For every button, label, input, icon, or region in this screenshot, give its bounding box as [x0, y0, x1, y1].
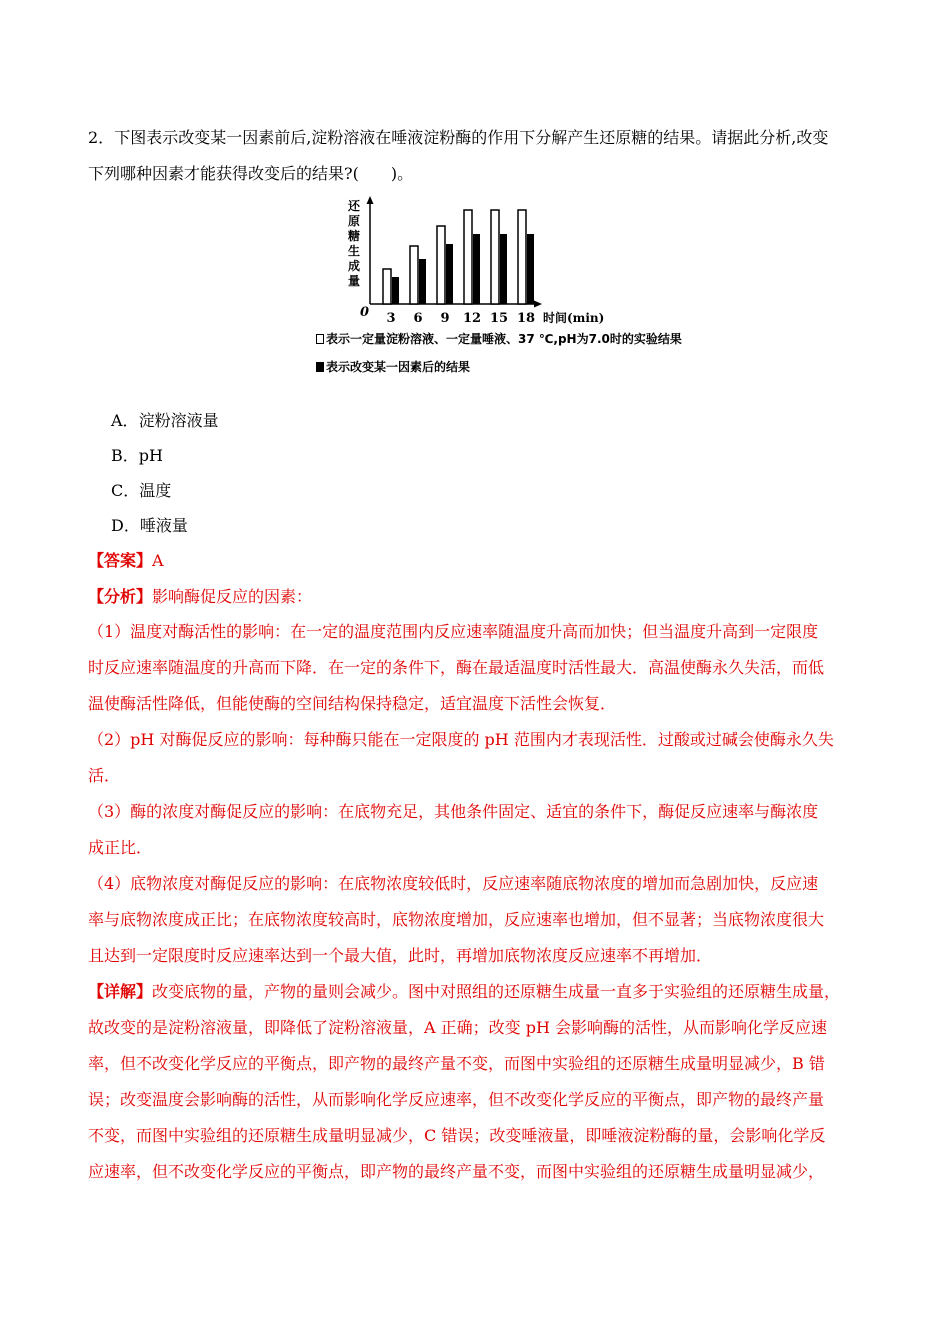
analysis-line: 成正比．	[88, 838, 153, 857]
analysis-line: （1）温度对酶活性的影响：在一定的温度范围内反应速率随温度升高而加快；但当温度升高到一定限度	[88, 622, 819, 641]
bar-hollow	[410, 246, 418, 304]
analysis-line: 活．	[88, 766, 121, 785]
detail-line: 故改变的是淀粉溶液量，即降低了淀粉溶液量，A 正确；改变 pH 会影响酶的活性，从而影响化学反应速	[88, 1018, 828, 1037]
analysis-line: 温使酶活性降低，但能使酶的空间结构保持稳定，适宜温度下活性会恢复．	[88, 694, 617, 713]
analysis-line: （2）pH 对酶促反应的影响：每种酶只能在一定限度的 pH 范围内才表现活性．过酸或过碱会使酶永久失	[88, 730, 834, 749]
bar-hollow	[437, 226, 445, 304]
bar-hollow	[491, 210, 499, 304]
bar-filled	[500, 234, 507, 304]
option-letter: C．	[111, 481, 140, 500]
bar-filled	[446, 244, 453, 304]
x-tick-label: 15	[489, 311, 509, 326]
option-letter: B．	[111, 446, 139, 465]
chart-svg	[346, 196, 636, 378]
option-c	[111, 480, 171, 502]
option-d	[111, 515, 188, 537]
x-tick-label: 18	[516, 311, 536, 326]
question-line-2: 下列哪种因素才能获得改变后的结果?( )。	[88, 164, 414, 183]
option-b	[111, 445, 163, 467]
y-axis-label-char: 成	[348, 259, 361, 273]
option-text: pH	[138, 446, 163, 465]
analysis-intro: 影响酶促反应的因素：	[152, 587, 313, 606]
hollow-square-icon	[316, 334, 324, 344]
x-axis-arrow	[534, 301, 542, 308]
detail-line: 率，但不改变化学反应的平衡点，即产物的最终产量不变，而图中实验组的还原糖生成量明显减少，B 错	[88, 1054, 825, 1073]
question-text-1: 下图表示改变某一因素前后,淀粉溶液在唾液淀粉酶的作用下分解产生还原糖的结果。请据此分析,改变	[114, 128, 829, 147]
detail-heading	[88, 981, 840, 1003]
detail-line: 误；改变温度会影响酶的活性，从而影响化学反应速率，但不改变化学反应的平衡点，即产物的最终产量	[88, 1090, 825, 1109]
legend-text-hollow: 表示一定量淀粉溶液、一定量唾液、37 ℃,pH为7.0时的实验结果	[326, 332, 682, 346]
x-axis-label: 时间(min)	[543, 311, 605, 325]
answer-value: A	[152, 551, 164, 570]
analysis-line: 率与底物浓度成正比；在底物浓度较高时，底物浓度增加，反应速率也增加，但不显著；当底物浓度很大	[88, 910, 825, 929]
detail-line: 不变，而图中实验组的还原糖生成量明显减少，C 错误；改变唾液量，即唾液淀粉酶的量，会影响化学反	[88, 1126, 826, 1145]
analysis-heading	[88, 586, 312, 608]
x-tick-label: 3	[386, 311, 396, 326]
analysis-tag: 【分析】	[88, 587, 153, 606]
bar-filled	[473, 234, 480, 304]
bar-filled	[527, 234, 534, 304]
analysis-line: 且达到一定限度时反应速率达到一个最大值，此时，再增加底物浓度反应速率不再增加．	[88, 946, 713, 965]
y-axis-label-char: 还	[348, 199, 361, 213]
legend-item-hollow	[316, 330, 682, 347]
x-tick-label: 12	[462, 311, 482, 326]
detail-tag: 【详解】	[88, 982, 153, 1001]
x-tick-label: 9	[440, 311, 450, 326]
origin-label: 0	[360, 305, 370, 320]
detail-first-line: 改变底物的量，产物的量则会减少。图中对照组的还原糖生成量一直多于实验组的还原糖生成量，	[152, 982, 841, 1001]
detail-line: 应速率，但不改变化学反应的平衡点，即产物的最终产量不变，而图中实验组的还原糖生成量明显减少，	[88, 1162, 825, 1181]
y-axis-arrow	[367, 196, 374, 204]
legend-text-filled: 表示改变某一因素后的结果	[326, 360, 471, 374]
y-axis-label-char: 糖	[348, 229, 361, 243]
legend-item-filled	[316, 358, 470, 375]
y-axis-label	[347, 198, 361, 288]
analysis-line: 时反应速率随温度的升高而下降．在一定的条件下，酶在最适温度时活性最大．高温使酶永久失活，而低	[88, 658, 825, 677]
filled-square-icon	[316, 362, 324, 372]
bar-hollow	[464, 210, 472, 304]
option-letter: D．	[111, 516, 140, 535]
question-number: 2．	[88, 128, 115, 147]
bar-filled	[392, 277, 399, 304]
y-axis-label-char: 原	[348, 214, 361, 228]
option-text: 淀粉溶液量	[138, 411, 219, 430]
y-axis-label-char: 生	[348, 244, 361, 258]
bar-filled	[419, 259, 426, 304]
x-tick-label: 6	[413, 311, 423, 326]
bar-hollow	[383, 269, 391, 304]
option-text: 温度	[139, 481, 172, 500]
question-line-1	[88, 127, 828, 149]
option-letter: A．	[111, 411, 139, 430]
y-axis-label-char: 量	[348, 274, 361, 288]
bar-hollow	[518, 210, 526, 304]
analysis-line: （3）酶的浓度对酶促反应的影响：在底物充足，其他条件固定、适宜的条件下，酶促反应速率与酶浓度	[88, 802, 819, 821]
bar-chart	[346, 196, 636, 378]
analysis-line: （4）底物浓度对酶促反应的影响：在底物浓度较低时，反应速率随底物浓度的增加而急剧加快，反应速	[88, 874, 819, 893]
answer-line	[88, 550, 164, 572]
answer-tag: 【答案】	[88, 551, 153, 570]
option-text: 唾液量	[139, 516, 188, 535]
option-a	[111, 410, 219, 432]
